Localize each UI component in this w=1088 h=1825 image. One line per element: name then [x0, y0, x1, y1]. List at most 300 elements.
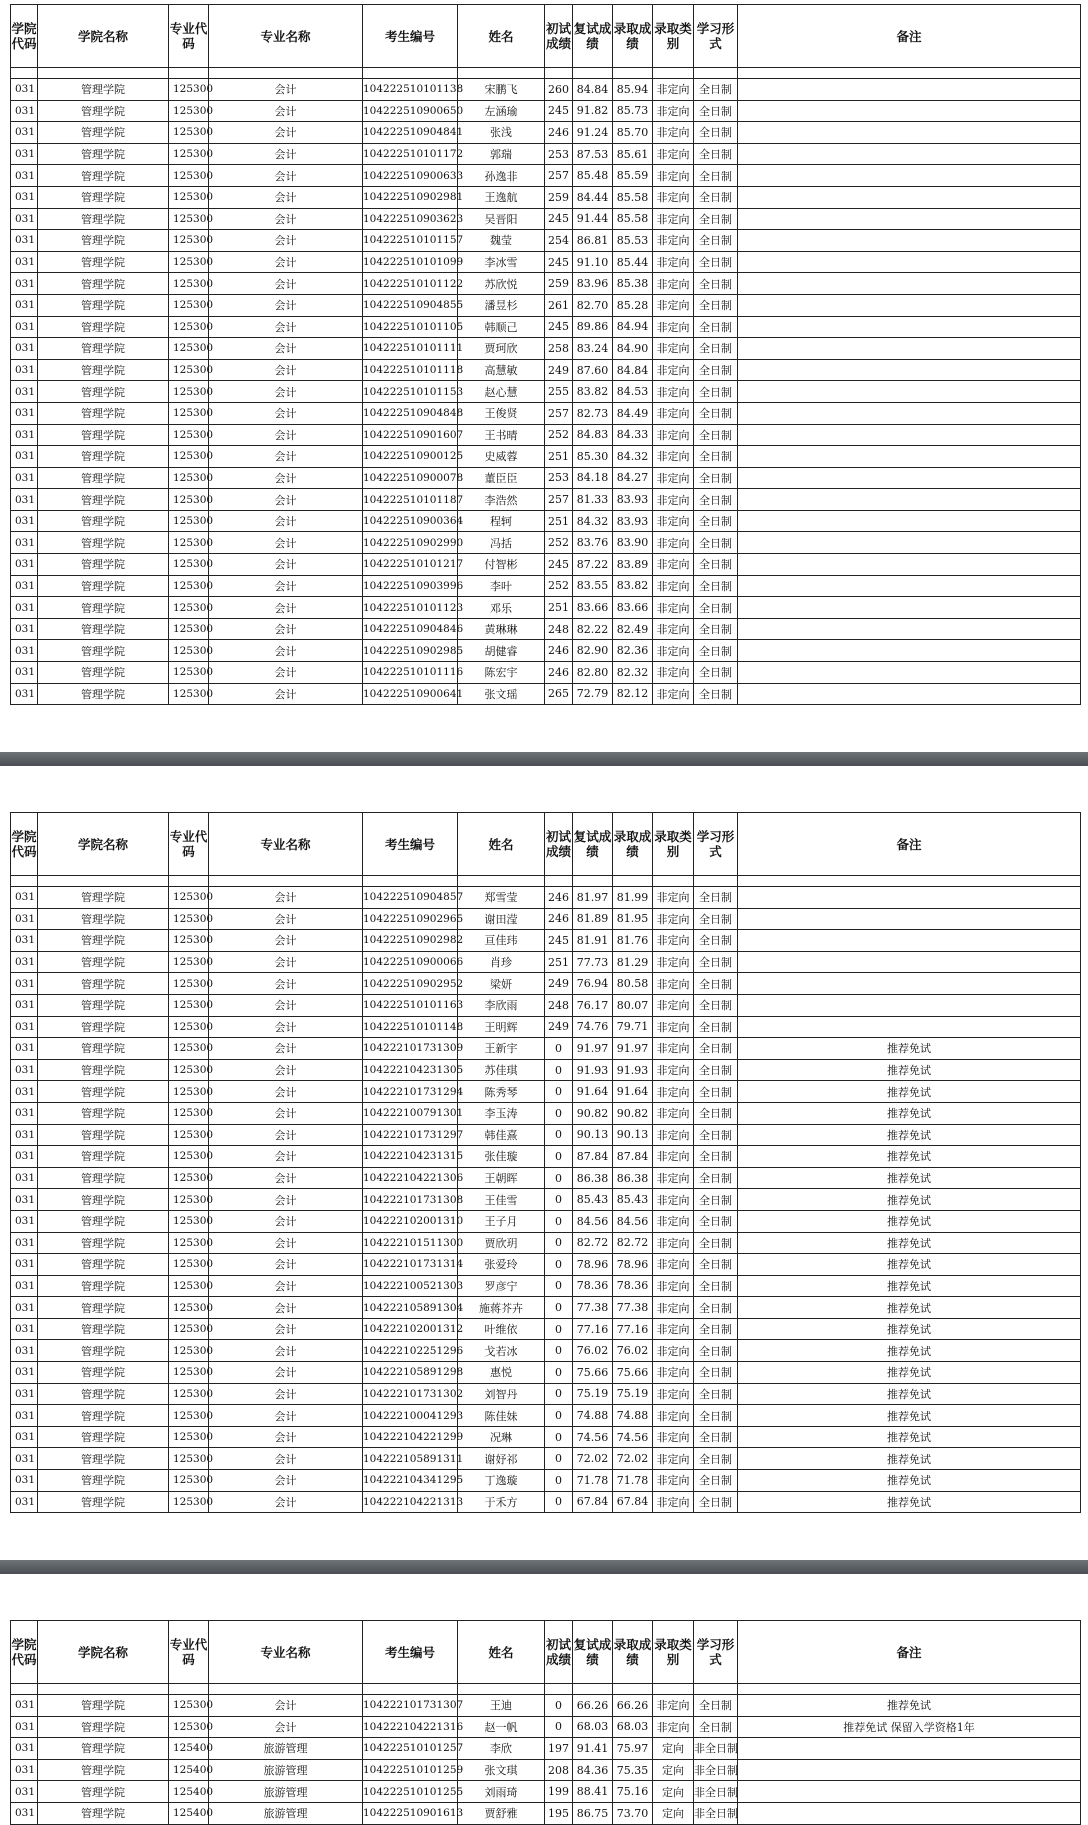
cell-prelim-score: 0	[545, 1405, 573, 1427]
header-college-name: 学院名称	[38, 813, 169, 876]
cell-college-code: 031	[11, 1738, 38, 1760]
cell-candidate-name: 刘雨琦	[458, 1781, 545, 1803]
cell-retest-score: 91.82	[573, 100, 613, 122]
cell-remarks: 推荐免试	[738, 1038, 1081, 1060]
header-study-mode: 学习形式	[694, 1621, 738, 1684]
header-college-code: 学院代码	[11, 5, 38, 68]
cell-study-mode: 全日制	[694, 510, 738, 532]
cell-retest-score: 81.97	[573, 887, 613, 909]
cell-admission-score: 75.97	[613, 1738, 653, 1760]
cell-candidate-name: 苏佳琪	[458, 1059, 545, 1081]
cell-admission-type: 定向	[653, 1802, 694, 1824]
cell-college-code: 031	[11, 1405, 38, 1427]
cell-major-name: 会计	[209, 1426, 363, 1448]
cell-candidate-name: 李浩然	[458, 489, 545, 511]
table-row	[11, 489, 1081, 511]
cell-major-name: 会计	[209, 662, 363, 684]
cell-admission-type: 非定向	[653, 575, 694, 597]
cell-prelim-score: 0	[545, 1297, 573, 1319]
cell-candidate-name: 胡健睿	[458, 640, 545, 662]
cell-candidate-id: 104222510902965	[363, 908, 458, 930]
cell-admission-score: 85.58	[613, 186, 653, 208]
cell-admission-score: 84.33	[613, 424, 653, 446]
cell-admission-score: 83.66	[613, 597, 653, 619]
cell-candidate-name: 董臣臣	[458, 467, 545, 489]
cell-major-code: 125400	[169, 1738, 209, 1760]
cell-retest-score: 85.48	[573, 165, 613, 187]
cell-prelim-score: 0	[545, 1695, 573, 1717]
header-college-code: 学院代码	[11, 813, 38, 876]
cell-remarks: 推荐免试	[738, 1275, 1081, 1297]
cell-remarks	[738, 554, 1081, 576]
cell-college-name: 管理学院	[38, 186, 169, 208]
cell-college-name: 管理学院	[38, 359, 169, 381]
cell-remarks	[738, 381, 1081, 403]
cell-study-mode: 全日制	[694, 467, 738, 489]
cell-retest-score: 91.10	[573, 251, 613, 273]
cell-study-mode: 全日制	[694, 1146, 738, 1168]
cell-candidate-id: 104222100791301	[363, 1102, 458, 1124]
cell-college-name: 管理学院	[38, 887, 169, 909]
cell-college-name: 管理学院	[38, 446, 169, 468]
cell-retest-score: 81.89	[573, 908, 613, 930]
cell-candidate-name: 陈佳妹	[458, 1405, 545, 1427]
cell-major-code: 125300	[169, 100, 209, 122]
cell-college-code: 031	[11, 1210, 38, 1232]
table-row	[11, 1716, 1081, 1738]
cell-admission-type: 非定向	[653, 402, 694, 424]
cell-major-code: 125300	[169, 251, 209, 273]
cell-prelim-score: 0	[545, 1275, 573, 1297]
cell-admission-type: 非定向	[653, 1383, 694, 1405]
cell-college-name: 管理学院	[38, 273, 169, 295]
cell-major-name: 会计	[209, 338, 363, 360]
cell-remarks	[738, 951, 1081, 973]
cell-candidate-id: 104222510900641	[363, 683, 458, 705]
cell-college-code: 031	[11, 381, 38, 403]
cell-retest-score: 77.38	[573, 1297, 613, 1319]
cell-major-name: 会计	[209, 1362, 363, 1384]
cell-remarks	[738, 575, 1081, 597]
cell-college-name: 管理学院	[38, 1695, 169, 1717]
cell-college-code: 031	[11, 1016, 38, 1038]
cell-study-mode: 全日制	[694, 1189, 738, 1211]
cell-major-code: 125300	[169, 294, 209, 316]
cell-retest-score: 91.44	[573, 208, 613, 230]
cell-candidate-id: 104222102251296	[363, 1340, 458, 1362]
header-study-mode: 学习形式	[694, 813, 738, 876]
cell-college-code: 031	[11, 100, 38, 122]
cell-college-code: 031	[11, 467, 38, 489]
cell-admission-type: 非定向	[653, 683, 694, 705]
cell-candidate-id: 104222510902981	[363, 186, 458, 208]
cell-major-name: 旅游管理	[209, 1759, 363, 1781]
cell-college-code: 031	[11, 143, 38, 165]
cell-prelim-score: 245	[545, 930, 573, 952]
cell-retest-score: 78.96	[573, 1254, 613, 1276]
cell-candidate-id: 104222510900125	[363, 446, 458, 468]
cell-study-mode: 全日制	[694, 618, 738, 640]
cell-candidate-id: 104222100521303	[363, 1275, 458, 1297]
cell-college-name: 管理学院	[38, 79, 169, 101]
cell-major-code: 125300	[169, 1491, 209, 1513]
cell-retest-score: 84.44	[573, 186, 613, 208]
cell-candidate-id: 104222105891298	[363, 1362, 458, 1384]
cell-major-code: 125300	[169, 1405, 209, 1427]
cell-admission-score: 90.82	[613, 1102, 653, 1124]
cell-major-name: 会计	[209, 510, 363, 532]
table-row	[11, 1383, 1081, 1405]
table-row	[11, 597, 1081, 619]
cell-admission-score: 85.59	[613, 165, 653, 187]
cell-remarks: 推荐免试	[738, 1254, 1081, 1276]
cell-college-name: 管理学院	[38, 683, 169, 705]
cell-study-mode: 全日制	[694, 489, 738, 511]
cell-college-name: 管理学院	[38, 1275, 169, 1297]
cell-study-mode: 全日制	[694, 930, 738, 952]
header-remarks: 备注	[738, 813, 1081, 876]
cell-candidate-name: 罗彦宁	[458, 1275, 545, 1297]
cell-college-name: 管理学院	[38, 532, 169, 554]
cell-major-name: 会计	[209, 575, 363, 597]
cell-retest-score: 91.97	[573, 1038, 613, 1060]
cell-prelim-score: 0	[545, 1716, 573, 1738]
cell-study-mode: 全日制	[694, 640, 738, 662]
cell-college-code: 031	[11, 1297, 38, 1319]
cell-admission-type: 非定向	[653, 908, 694, 930]
cell-remarks: 推荐免试	[738, 1189, 1081, 1211]
cell-study-mode: 全日制	[694, 1318, 738, 1340]
cell-major-code: 125300	[169, 1716, 209, 1738]
cell-admission-score: 74.88	[613, 1405, 653, 1427]
cell-candidate-name: 肖珍	[458, 951, 545, 973]
cell-admission-type: 非定向	[653, 1102, 694, 1124]
cell-admission-type: 非定向	[653, 1716, 694, 1738]
cell-candidate-name: 郭瑞	[458, 143, 545, 165]
cell-candidate-id: 104222510901613	[363, 1802, 458, 1824]
cell-college-code: 031	[11, 930, 38, 952]
cell-candidate-name: 亘佳玮	[458, 930, 545, 952]
cell-remarks	[738, 489, 1081, 511]
cell-admission-type: 非定向	[653, 143, 694, 165]
table-row	[11, 424, 1081, 446]
cell-college-code: 031	[11, 1038, 38, 1060]
cell-admission-score: 85.94	[613, 79, 653, 101]
cell-admission-type: 非定向	[653, 1038, 694, 1060]
cell-admission-score: 83.93	[613, 510, 653, 532]
cell-candidate-name: 郑雪莹	[458, 887, 545, 909]
cell-major-name: 会计	[209, 1318, 363, 1340]
cell-study-mode: 全日制	[694, 79, 738, 101]
cell-prelim-score: 249	[545, 359, 573, 381]
header-admission-score: 录取成绩	[613, 1621, 653, 1684]
cell-retest-score: 77.73	[573, 951, 613, 973]
cell-candidate-name: 李欣雨	[458, 994, 545, 1016]
table-row	[11, 230, 1081, 252]
cell-candidate-id: 104222510101217	[363, 554, 458, 576]
cell-prelim-score: 257	[545, 402, 573, 424]
table-row	[11, 1275, 1081, 1297]
cell-major-code: 125300	[169, 1275, 209, 1297]
cell-candidate-name: 王明辉	[458, 1016, 545, 1038]
cell-candidate-id: 104222510902952	[363, 973, 458, 995]
cell-study-mode: 非全日制	[694, 1738, 738, 1760]
cell-prelim-score: 0	[545, 1362, 573, 1384]
cell-major-code: 125300	[169, 1297, 209, 1319]
cell-major-name: 会计	[209, 1254, 363, 1276]
cell-candidate-id: 104222101731297	[363, 1124, 458, 1146]
cell-major-name: 会计	[209, 1275, 363, 1297]
table-row	[11, 1254, 1081, 1276]
cell-college-code: 031	[11, 1695, 38, 1717]
header-spacer-row	[11, 1684, 1081, 1695]
cell-prelim-score: 245	[545, 554, 573, 576]
cell-prelim-score: 251	[545, 951, 573, 973]
cell-study-mode: 全日制	[694, 186, 738, 208]
cell-remarks: 推荐免试	[738, 1124, 1081, 1146]
cell-remarks: 推荐免试	[738, 1059, 1081, 1081]
cell-college-code: 031	[11, 1232, 38, 1254]
cell-major-name: 会计	[209, 1146, 363, 1168]
cell-admission-score: 84.27	[613, 467, 653, 489]
cell-retest-score: 91.64	[573, 1081, 613, 1103]
cell-admission-score: 78.96	[613, 1254, 653, 1276]
table-row	[11, 1781, 1081, 1803]
cell-major-name: 会计	[209, 1167, 363, 1189]
cell-candidate-id: 104222104231305	[363, 1059, 458, 1081]
header-college-name: 学院名称	[38, 5, 169, 68]
cell-candidate-id: 104222510101163	[363, 994, 458, 1016]
cell-major-name: 会计	[209, 1059, 363, 1081]
cell-study-mode: 全日制	[694, 887, 738, 909]
cell-admission-score: 81.76	[613, 930, 653, 952]
cell-admission-type: 非定向	[653, 1016, 694, 1038]
cell-retest-score: 82.90	[573, 640, 613, 662]
cell-major-name: 会计	[209, 467, 363, 489]
cell-study-mode: 全日制	[694, 1254, 738, 1276]
cell-major-code: 125300	[169, 930, 209, 952]
cell-college-name: 管理学院	[38, 1189, 169, 1211]
table-row	[11, 294, 1081, 316]
cell-candidate-name: 李玉涛	[458, 1102, 545, 1124]
cell-college-name: 管理学院	[38, 1491, 169, 1513]
cell-admission-score: 85.61	[613, 143, 653, 165]
cell-remarks: 推荐免试	[738, 1340, 1081, 1362]
header-admission-score: 录取成绩	[613, 813, 653, 876]
cell-college-name: 管理学院	[38, 575, 169, 597]
cell-candidate-name: 韩顺己	[458, 316, 545, 338]
cell-prelim-score: 199	[545, 1781, 573, 1803]
header-prelim-score: 初试成绩	[545, 1621, 573, 1684]
table-row	[11, 887, 1081, 909]
cell-major-name: 会计	[209, 1297, 363, 1319]
cell-college-code: 031	[11, 510, 38, 532]
cell-college-name: 管理学院	[38, 1081, 169, 1103]
cell-college-code: 031	[11, 338, 38, 360]
cell-major-name: 会计	[209, 1340, 363, 1362]
cell-admission-score: 85.43	[613, 1189, 653, 1211]
cell-candidate-name: 王新宇	[458, 1038, 545, 1060]
cell-college-code: 031	[11, 597, 38, 619]
cell-college-code: 031	[11, 908, 38, 930]
cell-candidate-name: 陈宏宇	[458, 662, 545, 684]
table-row	[11, 381, 1081, 403]
cell-college-name: 管理学院	[38, 1102, 169, 1124]
cell-remarks: 推荐免试	[738, 1146, 1081, 1168]
table-row	[11, 1189, 1081, 1211]
cell-major-name: 会计	[209, 532, 363, 554]
cell-remarks	[738, 251, 1081, 273]
cell-admission-type: 非定向	[653, 100, 694, 122]
header-candidate-name: 姓名	[458, 1621, 545, 1684]
table-row	[11, 1448, 1081, 1470]
cell-admission-score: 74.56	[613, 1426, 653, 1448]
cell-study-mode: 全日制	[694, 1016, 738, 1038]
cell-major-code: 125300	[169, 338, 209, 360]
cell-prelim-score: 0	[545, 1146, 573, 1168]
cell-major-code: 125300	[169, 575, 209, 597]
cell-college-name: 管理学院	[38, 1802, 169, 1824]
cell-retest-score: 74.76	[573, 1016, 613, 1038]
cell-prelim-score: 251	[545, 597, 573, 619]
cell-admission-type: 非定向	[653, 1059, 694, 1081]
cell-study-mode: 全日制	[694, 908, 738, 930]
cell-prelim-score: 197	[545, 1738, 573, 1760]
cell-admission-type: 非定向	[653, 294, 694, 316]
cell-admission-score: 85.38	[613, 273, 653, 295]
cell-remarks	[738, 359, 1081, 381]
cell-college-name: 管理学院	[38, 1146, 169, 1168]
table-row	[11, 316, 1081, 338]
cell-college-code: 031	[11, 1275, 38, 1297]
cell-major-code: 125300	[169, 662, 209, 684]
cell-major-name: 会计	[209, 1081, 363, 1103]
cell-major-code: 125300	[169, 1254, 209, 1276]
cell-prelim-score: 0	[545, 1491, 573, 1513]
cell-major-name: 会计	[209, 1189, 363, 1211]
cell-admission-type: 非定向	[653, 951, 694, 973]
cell-major-code: 125300	[169, 1189, 209, 1211]
cell-admission-score: 77.16	[613, 1318, 653, 1340]
cell-admission-type: 定向	[653, 1781, 694, 1803]
cell-major-name: 会计	[209, 908, 363, 930]
cell-admission-type: 非定向	[653, 532, 694, 554]
cell-retest-score: 85.30	[573, 446, 613, 468]
cell-prelim-score: 0	[545, 1232, 573, 1254]
cell-major-code: 125300	[169, 554, 209, 576]
cell-major-code: 125400	[169, 1781, 209, 1803]
cell-college-code: 031	[11, 446, 38, 468]
cell-candidate-name: 冯括	[458, 532, 545, 554]
cell-study-mode: 全日制	[694, 575, 738, 597]
header-retest-score: 复试成绩	[573, 1621, 613, 1684]
cell-college-name: 管理学院	[38, 597, 169, 619]
cell-admission-type: 非定向	[653, 122, 694, 144]
cell-remarks: 推荐免试	[738, 1448, 1081, 1470]
cell-candidate-id: 104222510101122	[363, 273, 458, 295]
cell-prelim-score: 265	[545, 683, 573, 705]
cell-major-name: 会计	[209, 489, 363, 511]
cell-candidate-name: 程轲	[458, 510, 545, 532]
cell-admission-score: 85.28	[613, 294, 653, 316]
cell-college-name: 管理学院	[38, 908, 169, 930]
cell-major-code: 125300	[169, 208, 209, 230]
cell-major-code: 125300	[169, 908, 209, 930]
table-row	[11, 1167, 1081, 1189]
cell-college-name: 管理学院	[38, 618, 169, 640]
cell-college-code: 031	[11, 618, 38, 640]
cell-study-mode: 全日制	[694, 402, 738, 424]
cell-college-name: 管理学院	[38, 424, 169, 446]
cell-major-name: 旅游管理	[209, 1781, 363, 1803]
cell-major-code: 125300	[169, 1167, 209, 1189]
table-row	[11, 1695, 1081, 1717]
cell-remarks	[738, 467, 1081, 489]
cell-retest-score: 87.22	[573, 554, 613, 576]
cell-college-code: 031	[11, 1189, 38, 1211]
cell-admission-score: 83.93	[613, 489, 653, 511]
cell-remarks	[738, 79, 1081, 101]
table-row	[11, 930, 1081, 952]
cell-college-name: 管理学院	[38, 973, 169, 995]
cell-candidate-id: 104222510901607	[363, 424, 458, 446]
cell-college-code: 031	[11, 1146, 38, 1168]
cell-admission-type: 非定向	[653, 467, 694, 489]
cell-admission-score: 68.03	[613, 1716, 653, 1738]
cell-study-mode: 全日制	[694, 230, 738, 252]
cell-candidate-name: 黄琳琳	[458, 618, 545, 640]
cell-major-name: 会计	[209, 1716, 363, 1738]
cell-candidate-id: 104222510101257	[363, 1738, 458, 1760]
table-row	[11, 1405, 1081, 1427]
cell-retest-score: 87.60	[573, 359, 613, 381]
table-row	[11, 1470, 1081, 1492]
cell-candidate-name: 左涵瑜	[458, 100, 545, 122]
cell-remarks	[738, 1781, 1081, 1803]
cell-major-code: 125300	[169, 683, 209, 705]
cell-candidate-id: 104222104221313	[363, 1491, 458, 1513]
cell-admission-type: 非定向	[653, 510, 694, 532]
cell-college-name: 管理学院	[38, 930, 169, 952]
cell-major-code: 125300	[169, 887, 209, 909]
cell-admission-type: 非定向	[653, 1470, 694, 1492]
cell-prelim-score: 195	[545, 1802, 573, 1824]
cell-major-name: 会计	[209, 1405, 363, 1427]
cell-retest-score: 76.17	[573, 994, 613, 1016]
cell-major-code: 125300	[169, 143, 209, 165]
cell-admission-score: 81.95	[613, 908, 653, 930]
cell-retest-score: 90.82	[573, 1102, 613, 1124]
cell-candidate-name: 况琳	[458, 1426, 545, 1448]
header-major-name: 专业名称	[209, 5, 363, 68]
cell-candidate-id: 104222101731309	[363, 1038, 458, 1060]
cell-prelim-score: 0	[545, 1038, 573, 1060]
cell-retest-score: 74.88	[573, 1405, 613, 1427]
table-row	[11, 338, 1081, 360]
cell-candidate-name: 贾珂欣	[458, 338, 545, 360]
cell-prelim-score: 0	[545, 1254, 573, 1276]
cell-candidate-id: 104222104221316	[363, 1716, 458, 1738]
cell-candidate-id: 104222510101118	[363, 359, 458, 381]
cell-college-code: 031	[11, 1802, 38, 1824]
cell-college-code: 031	[11, 532, 38, 554]
table-row	[11, 467, 1081, 489]
cell-candidate-name: 王书晴	[458, 424, 545, 446]
cell-prelim-score: 245	[545, 251, 573, 273]
table-row	[11, 1232, 1081, 1254]
cell-study-mode: 全日制	[694, 208, 738, 230]
cell-admission-type: 非定向	[653, 1232, 694, 1254]
